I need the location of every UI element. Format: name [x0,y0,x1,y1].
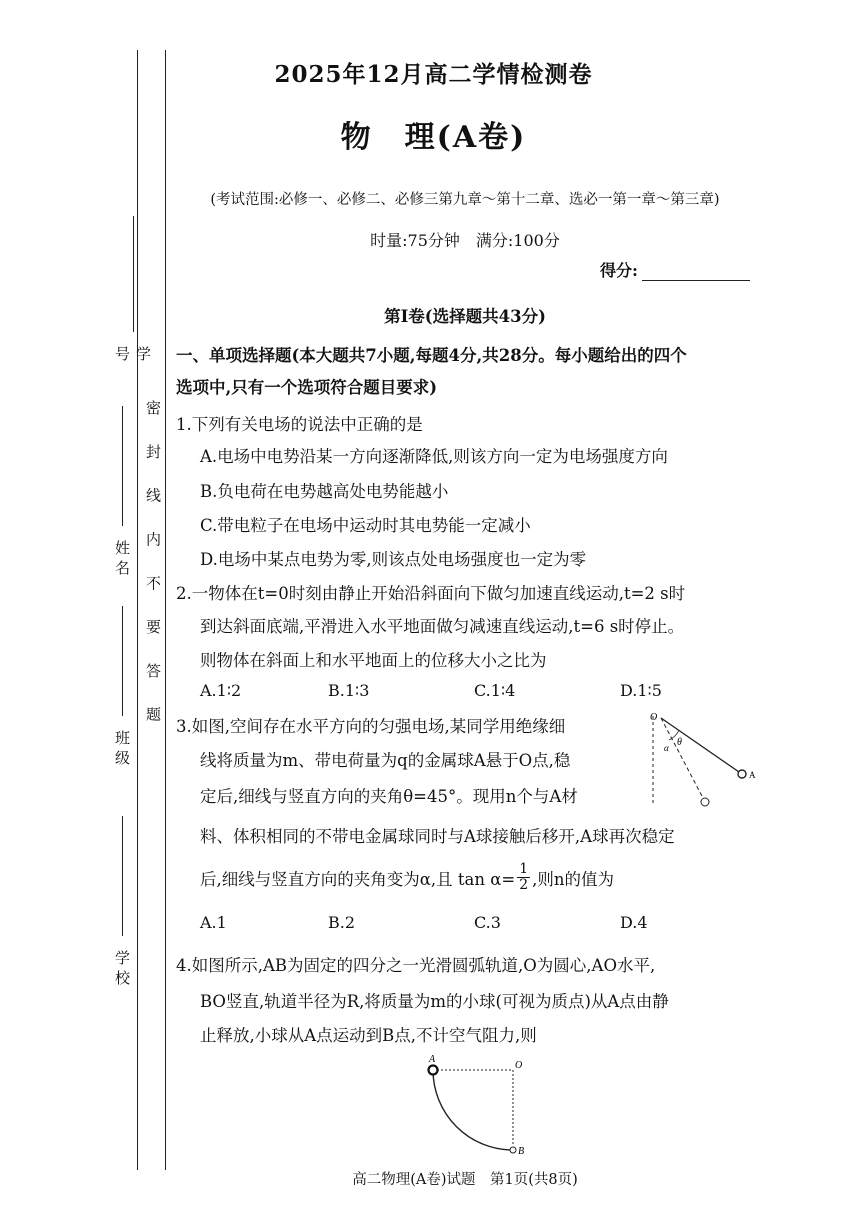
q4-arc-track [433,1070,513,1150]
q3-line4: 料、体积相同的不带电金属球同时与A球接触后移开,A球再次稳定 [200,827,675,846]
q1-option-d: D.电场中某点电势为零,则该点处电场强度也一定为零 [200,550,587,569]
q3-option-b: B.2 [328,913,356,932]
q3-string-theta [661,718,739,772]
q3-option-c: C.3 [474,913,501,932]
q3-ball-new [701,798,709,806]
q4-arc-track-figure [418,1050,538,1158]
q4-label-o: O [515,1060,523,1071]
school-field[interactable] [112,810,133,1010]
q3-line5 [200,862,614,893]
q3-line5-end: ,则n的值为 [532,869,614,889]
q3-label-alpha: α [664,743,669,753]
q1-option-a: A.电场中电势沿某一方向逐渐降低,则该方向一定为电场强度方向 [200,447,668,466]
q4-label-a: A [429,1054,436,1065]
q4-ball [429,1066,438,1075]
q2-line1: 2.一物体在t=0时刻由静止开始沿斜面向下做匀加速直线运动,t=2 s时 [176,584,686,603]
name-label: 姓 名 [113,540,131,575]
school-label: 学 校 [113,950,131,985]
q3-string-alpha [661,718,703,798]
class-label: 班 级 [113,730,131,765]
q3-fraction-den: 2 [519,877,529,893]
class-field[interactable] [112,600,133,800]
q2-line2: 到达斜面底端,平滑进入水平地面做匀减速直线运动,t=6 s时停止。 [200,617,685,636]
exam-scope: (考试范围:必修一、必修二、必修三第九章～第十二章、选必一第一章～第三章) [210,192,720,208]
q3-label-theta: θ [677,737,682,748]
part1-intro-line1: 一、单项选择题(本大题共7小题,每题4分,共28分。每小题给出的四个 [176,346,687,365]
q3-label-a: A [749,770,756,780]
q3-line3: 定后,细线与竖直方向的夹角θ=45°。现用n个与A材 [200,787,578,806]
q4-point-b [510,1147,516,1153]
score-label: 得分: [600,261,638,280]
q4-line3: 止释放,小球从A点运动到B点,不计空气阻力,则 [200,1026,537,1045]
score-field[interactable] [600,258,750,281]
q3-line1: 3.如图,空间存在水平方向的匀强电场,某同学用绝缘细 [176,717,566,736]
q4-line1: 4.如图所示,AB为固定的四分之一光滑圆弧轨道,O为圆心,AO水平, [176,956,656,975]
seal-notice: 密 封 线 内 不 要 答 题 [144,400,162,734]
q3-line5-start: 后,细线与竖直方向的夹角变为α,且 tan α= [200,869,516,889]
binding-line-inner [165,50,166,1170]
score-blank[interactable] [642,262,750,281]
q2-option-b: B.1∶3 [328,681,370,700]
q2-line3: 则物体在斜面上和水平地面上的位移大小之比为 [200,651,547,670]
q4-line2: BO竖直,轨道半径为R,将质量为m的小球(可视为质点)从A点由静 [200,992,669,1011]
part1-intro-line2: 选项中,只有一个选项符合题目要求) [176,378,438,397]
q2-option-a: A.1∶2 [200,681,242,700]
q3-pendulum-figure [645,708,760,813]
q3-ball-a [738,770,746,778]
q1-stem: 1.下列有关电场的说法中正确的是 [176,415,423,434]
q1-option-b: B.负电荷在电势越高处电势能越小 [200,482,449,501]
exam-time: 时量:75分钟 满分:100分 [370,231,560,250]
q2-option-d: D.1∶5 [620,681,662,700]
subject-title: 物 理(A卷) [340,120,527,155]
section-title: 第Ⅰ卷(选择题共43分) [384,307,546,326]
q1-option-c: C.带电粒子在电场中运动时其电势能一定减小 [200,516,531,535]
q3-fraction-num: 1 [519,861,529,877]
q2-option-c: C.1∶4 [474,681,516,700]
student-no-label: 学 号 [113,346,152,362]
exam-title: 2025年12月高二学情检测卷 [274,61,593,88]
q3-label-o: O [650,712,658,723]
q3-fraction [517,862,530,893]
page-footer: 高二物理(A卷)试题 第1页(共8页) [352,1172,578,1188]
q3-line2: 线将质量为m、带电荷量为q的金属球A悬于O点,稳 [200,751,571,770]
q3-option-a: A.1 [200,913,227,932]
q3-option-d: D.4 [620,913,648,932]
q4-label-b: B [518,1146,525,1157]
name-field[interactable] [112,400,133,590]
